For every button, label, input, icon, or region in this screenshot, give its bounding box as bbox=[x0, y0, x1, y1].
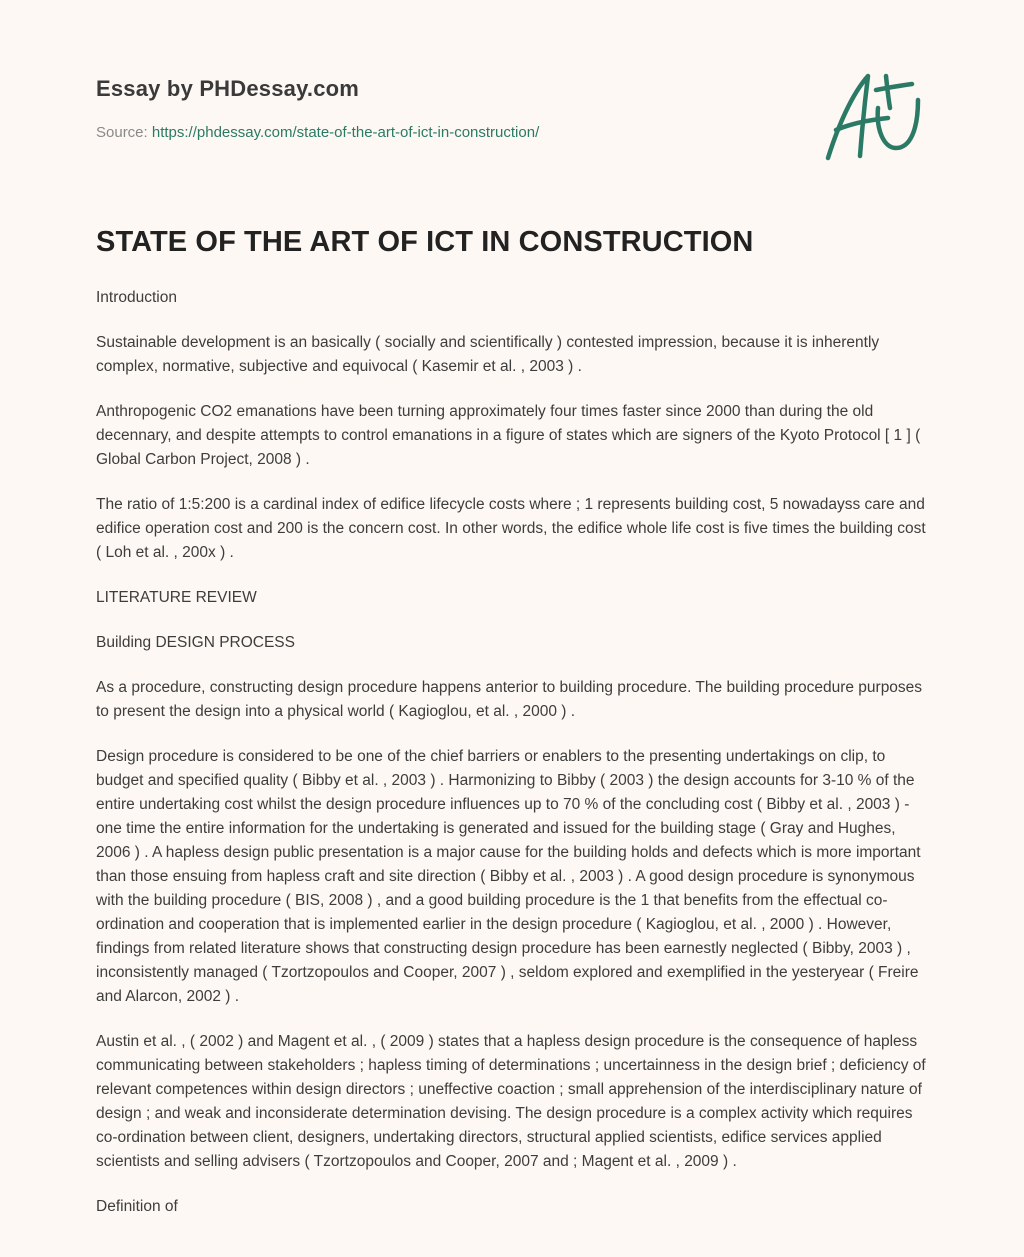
site-brand: Essay by PHDessay.com bbox=[96, 76, 360, 101]
body-paragraph: The ratio of 1:5:200 is a cardinal index of edifice lifecycle costs where ; 1 represents building cost, 5 nowadayss care and edifice operation cost and 200 is the concern cost. In other words, the edifice whole life cost is five times the building cost ( Loh et al. , 200x ) . bbox=[96, 496, 926, 561]
a-plus-logo-svg bbox=[818, 64, 928, 164]
section-heading-building-design-process: Building DESIGN PROCESS bbox=[96, 634, 295, 651]
section-heading-introduction: Introduction bbox=[96, 289, 177, 306]
body-paragraph: As a procedure, constructing design procedure happens anterior to building procedure. The building procedure purposes to present the design into a physical world ( Kagioglou, et al. , 2000 ) . bbox=[96, 679, 923, 720]
source-label: Source: bbox=[96, 124, 148, 141]
source-link[interactable]: https://phdessay.com/state-of-the-art-of-ict-in-construction/ bbox=[151, 124, 540, 141]
body-paragraph: Design procedure is considered to be one of the chief barriers or enablers to the presenting undertakings on clip, to budget and specified quality ( Bibby et al. , 2003 ) . Harmonizing to Bibby ( 2003 ) the design accounts for 3-10 % of the entire undertaking cost whilst the design procedure influences up to 70 % of the concluding cost ( Bibby et al. , 2003 ) - one time the entire information for the undertaking is generated and issued for the building stage ( Gray and Hughes, 2006 ) . A hapless design public presentation is a major cause for the building holds and defects which is more important than those ensuing from hapless craft and site direction ( Bibby et al. , 2003 ) . A good design procedure is synonymous with the building procedure ( BIS, 2008 ) , and a good building procedure is the 1 that benefits from the effectual co-ordination and cooperation that is implemented earlier in the design procedure ( Kagioglou, et al. , 2000 ) . However, findings from related literature shows that constructing design procedure has been earnestly neglected ( Bibby, 2003 ) , inconsistently managed ( Tzortzopoulos and Cooper, 2007 ) , seldom explored and exemplified in the yesteryear ( Freire and Alarcon, 2002 ) . bbox=[96, 748, 921, 1005]
body-paragraph: Sustainable development is an basically ( socially and scientifically ) contested impression, because it is inherently complex, normative, subjective and equivocal ( Kasemir et al. , 2003 ) . bbox=[96, 334, 880, 375]
body-paragraph: Austin et al. , ( 2002 ) and Magent et al. , ( 2009 ) states that a hapless design procedure is the consequence of hapless communicating between stakeholders ; hapless timing of determinations ; uncertainness in the design brief ; deficiency of relevant competences within design directors ; uneffective coaction ; small apprehension of the interdisciplinary nature of design ; and weak and inconsiderate determination devising. The design procedure is a complex activity which requires co-ordination between client, designers, undertaking directors, structural applied scientists, edifice services applied scientists and selling advisers ( Tzortzopoulos and Cooper, 2007 and ; Magent et al. , 2009 ) . bbox=[96, 1033, 926, 1170]
section-heading-literature-review: LITERATURE REVIEW bbox=[96, 589, 257, 606]
body-paragraph: Anthropogenic CO2 emanations have been turning approximately four times faster since 2000 than during the old decennary, and despite attempts to control emanations in a figure of states which are signers of the Kyoto Protocol [ 1 ] ( Global Carbon Project, 2008 ) . bbox=[96, 403, 921, 468]
source-line bbox=[96, 124, 539, 141]
article-body bbox=[96, 286, 932, 1240]
section-heading-definition: Definition of bbox=[96, 1198, 178, 1215]
article-title: STATE OF THE ART OF ICT IN CONSTRUCTION bbox=[96, 226, 754, 258]
a-plus-logo-icon bbox=[818, 64, 928, 164]
